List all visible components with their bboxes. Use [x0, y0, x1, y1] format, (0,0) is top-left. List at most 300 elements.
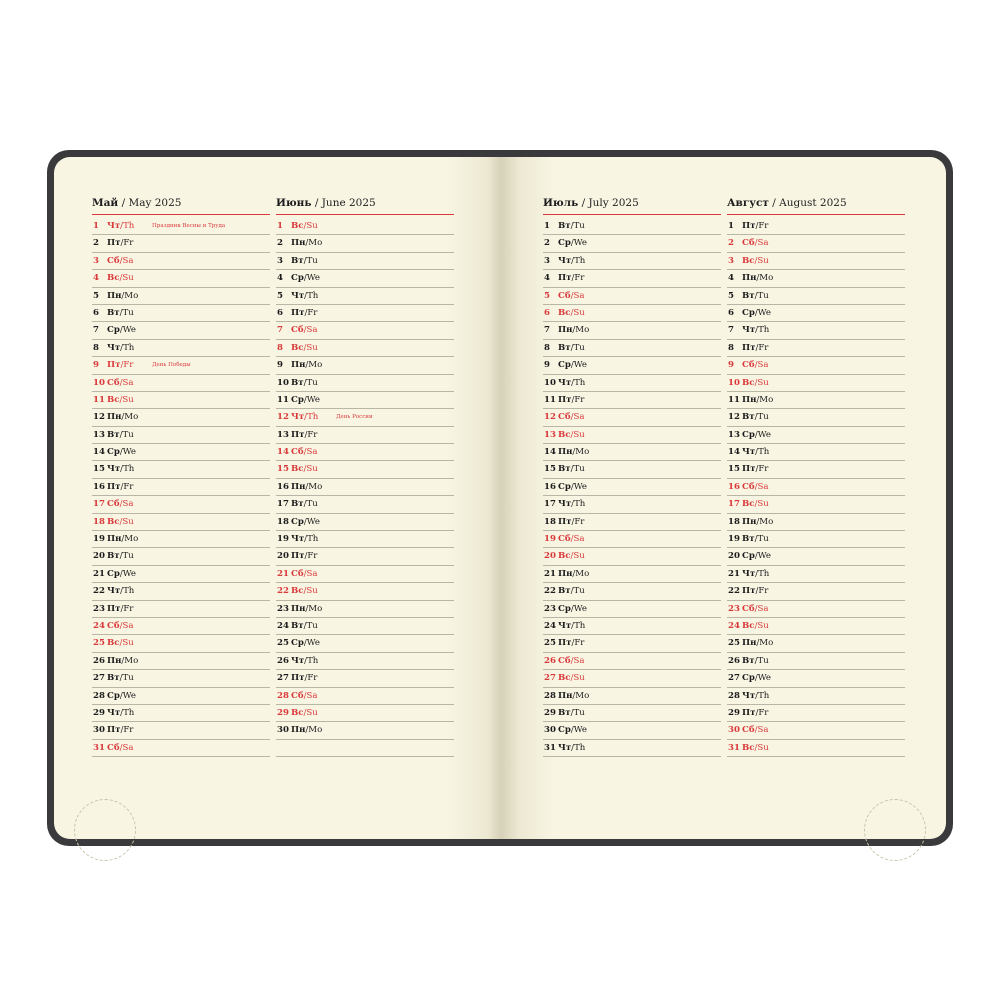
- day-number: 12: [93, 412, 105, 423]
- day-row: [543, 670, 721, 687]
- day-row: [92, 670, 270, 687]
- weekday-ru: Ср: [558, 603, 571, 614]
- day-row: [92, 479, 270, 496]
- weekday-en: /Mo: [121, 655, 139, 666]
- month-july: [543, 197, 721, 757]
- day-row: [727, 722, 905, 739]
- weekday-ru: Пн: [558, 568, 573, 579]
- month-august: [727, 197, 905, 757]
- weekday-en: /Su: [754, 255, 769, 266]
- weekday-en: /We: [570, 603, 587, 614]
- day-number: 22: [277, 586, 289, 597]
- weekday-en: /Su: [570, 307, 585, 318]
- day-number: 6: [544, 307, 550, 318]
- day-row: [727, 375, 905, 392]
- day-row: [92, 618, 270, 635]
- day-row: [92, 444, 270, 461]
- day-row: [276, 670, 454, 687]
- weekday-ru: Ср: [107, 568, 120, 579]
- day-row: [727, 235, 905, 252]
- weekday-en: /Tu: [119, 307, 134, 318]
- weekday-en: /Fr: [120, 238, 134, 249]
- day-number: 4: [277, 273, 283, 284]
- weekday-ru: Вт: [742, 290, 755, 301]
- day-row: [276, 601, 454, 618]
- day-number: 8: [277, 342, 283, 353]
- day-row: [543, 740, 721, 757]
- day-number: 25: [277, 638, 289, 649]
- day-row: [276, 322, 454, 339]
- empty-ruled-line: [276, 740, 454, 757]
- day-number: 1: [93, 221, 99, 231]
- weekday-en: /Su: [119, 394, 134, 405]
- weekday-ru: Чт: [291, 655, 305, 666]
- weekday-ru: Пн: [291, 360, 306, 371]
- day-number: 18: [277, 516, 289, 527]
- day-number: 3: [277, 255, 283, 266]
- day-number: 29: [93, 707, 105, 718]
- day-number: 20: [728, 551, 740, 562]
- day-row: [276, 444, 454, 461]
- day-number: 16: [277, 481, 289, 492]
- day-row: [727, 583, 905, 600]
- day-row: [543, 322, 721, 339]
- weekday-en: /Tu: [119, 551, 134, 562]
- weekday-ru: Пт: [558, 273, 572, 284]
- day-number: 13: [728, 429, 740, 440]
- weekday-ru: Вс: [107, 516, 120, 527]
- weekday-en: /Fr: [304, 307, 318, 318]
- weekday-ru: Пт: [742, 707, 756, 718]
- day-number: 31: [544, 742, 556, 753]
- weekday-en: /Tu: [754, 412, 769, 423]
- weekday-ru: Сб: [107, 742, 120, 753]
- weekday-ru: Сб: [107, 620, 120, 631]
- day-row: [92, 635, 270, 652]
- day-row: [276, 566, 454, 583]
- weekday-ru: Сб: [107, 499, 120, 510]
- weekday-ru: Вс: [742, 499, 755, 510]
- day-number: 29: [544, 707, 556, 718]
- month-header: [543, 197, 721, 215]
- weekday-en: /Mo: [572, 447, 590, 458]
- weekday-ru: Вт: [107, 429, 120, 440]
- day-row: [92, 722, 270, 739]
- weekday-en: /We: [754, 551, 771, 562]
- day-number: 22: [544, 586, 556, 597]
- weekday-ru: Ср: [742, 673, 755, 684]
- day-number: 31: [728, 742, 740, 753]
- weekday-en: /Th: [304, 655, 319, 666]
- weekday-ru: Вс: [291, 586, 304, 597]
- day-row: [276, 253, 454, 270]
- day-row: [543, 305, 721, 322]
- day-number: 26: [277, 655, 289, 666]
- day-row: [276, 235, 454, 252]
- day-row: [276, 496, 454, 513]
- weekday-ru: Вт: [291, 377, 304, 388]
- day-row: [543, 583, 721, 600]
- day-number: 7: [728, 325, 734, 336]
- weekday-en: /Tu: [754, 655, 769, 666]
- day-row: [543, 601, 721, 618]
- weekday-ru: Вт: [291, 499, 304, 510]
- weekday-ru: Пт: [558, 394, 572, 405]
- day-row: [92, 322, 270, 339]
- day-row: [727, 322, 905, 339]
- weekday-ru: Пт: [291, 307, 305, 318]
- weekday-ru: Чт: [291, 290, 305, 301]
- weekday-ru: Пн: [558, 447, 573, 458]
- weekday-ru: Вт: [107, 551, 120, 562]
- day-number: 26: [93, 655, 105, 666]
- weekday-en: /Th: [120, 342, 135, 353]
- weekday-ru: Пн: [558, 325, 573, 336]
- weekday-en: /Sa: [754, 603, 769, 614]
- day-number: 3: [544, 255, 550, 266]
- day-number: 18: [728, 516, 740, 527]
- weekday-ru: Пт: [558, 516, 572, 527]
- weekday-ru: Пн: [742, 394, 757, 405]
- weekday-ru: Пн: [107, 412, 122, 423]
- weekday-ru: Пт: [107, 238, 121, 249]
- weekday-en: /We: [119, 325, 136, 336]
- weekday-en: /Th: [755, 447, 770, 458]
- weekday-ru: Вт: [742, 655, 755, 666]
- month-name-ru: Май: [92, 197, 119, 209]
- day-row: [276, 461, 454, 478]
- day-row: [276, 653, 454, 670]
- day-row: [276, 427, 454, 444]
- month-name-ru: Июнь: [276, 197, 312, 209]
- corner-pocket-mark: [74, 799, 136, 861]
- weekday-en: /We: [754, 307, 771, 318]
- day-number: 27: [277, 673, 289, 684]
- weekday-en: /Su: [754, 620, 769, 631]
- weekday-en: /We: [754, 429, 771, 440]
- weekday-en: /We: [119, 447, 136, 458]
- month-name-en: / July 2025: [581, 197, 639, 209]
- day-number: 28: [544, 690, 556, 701]
- weekday-ru: Вт: [291, 255, 304, 266]
- day-number: 22: [728, 586, 740, 597]
- day-row: [276, 218, 454, 235]
- day-number: 29: [728, 707, 740, 718]
- month-header: [276, 197, 454, 215]
- day-number: 8: [544, 342, 550, 353]
- day-row: [543, 653, 721, 670]
- weekday-en: /Mo: [572, 690, 590, 701]
- weekday-en: /Sa: [570, 290, 585, 301]
- day-row: [92, 392, 270, 409]
- holiday-label: Праздник Весны и Труда: [152, 223, 226, 229]
- weekday-en: /We: [303, 638, 320, 649]
- day-row: [276, 305, 454, 322]
- day-number: 5: [93, 290, 99, 301]
- day-number: 16: [93, 481, 105, 492]
- day-number: 9: [544, 360, 550, 371]
- day-row: [276, 357, 454, 374]
- day-row: [276, 375, 454, 392]
- weekday-ru: Пт: [742, 586, 756, 597]
- weekday-en: /Fr: [755, 586, 769, 597]
- day-row: [92, 705, 270, 722]
- weekday-en: /Sa: [119, 620, 134, 631]
- weekday-ru: Вс: [742, 620, 755, 631]
- weekday-en: /Mo: [305, 360, 323, 371]
- weekday-ru: Сб: [291, 568, 304, 579]
- weekday-en: /Sa: [754, 238, 769, 249]
- day-number: 12: [277, 412, 289, 423]
- weekday-en: /We: [303, 394, 320, 405]
- weekday-ru: Ср: [558, 725, 571, 736]
- weekday-en: /Th: [571, 620, 586, 631]
- weekday-ru: Пн: [291, 238, 306, 249]
- weekday-ru: Пт: [558, 638, 572, 649]
- weekday-ru: Вт: [742, 412, 755, 423]
- weekday-en: /Fr: [755, 342, 769, 353]
- weekday-en: /Su: [570, 551, 585, 562]
- day-number: 28: [93, 690, 105, 701]
- day-number: 6: [728, 307, 734, 318]
- weekday-ru: Ср: [291, 394, 304, 405]
- weekday-ru: Вс: [558, 307, 571, 318]
- day-number: 10: [93, 377, 105, 388]
- month-header: [727, 197, 905, 215]
- holiday-label: День России: [336, 414, 373, 421]
- weekday-en: /Su: [570, 429, 585, 440]
- day-number: 20: [93, 551, 105, 562]
- day-number: 14: [728, 447, 740, 458]
- day-number: 26: [728, 655, 740, 666]
- weekday-en: /Mo: [572, 325, 590, 336]
- day-row: [543, 270, 721, 287]
- day-number: 21: [277, 568, 289, 579]
- day-number: 15: [277, 464, 289, 475]
- day-row: [543, 618, 721, 635]
- day-number: 6: [277, 307, 283, 318]
- day-number: 24: [277, 620, 289, 631]
- weekday-en: /Sa: [570, 655, 585, 666]
- weekday-en: /Th: [571, 499, 586, 510]
- day-number: 2: [544, 238, 550, 249]
- day-number: 3: [728, 255, 734, 266]
- day-row: [92, 375, 270, 392]
- weekday-en: /Th: [120, 221, 135, 231]
- day-number: 12: [544, 412, 556, 423]
- weekday-ru: Пн: [107, 290, 122, 301]
- day-number: 4: [544, 273, 550, 284]
- weekday-en: /Su: [754, 499, 769, 510]
- day-row: [543, 444, 721, 461]
- weekday-ru: Сб: [291, 447, 304, 458]
- weekday-en: /Su: [303, 464, 318, 475]
- weekday-ru: Чт: [558, 499, 572, 510]
- weekday-en: /Fr: [571, 394, 585, 405]
- day-row: [92, 531, 270, 548]
- day-row: [276, 270, 454, 287]
- month-june: [276, 197, 454, 757]
- weekday-ru: Вс: [291, 221, 304, 231]
- day-row: [92, 340, 270, 357]
- day-row: [727, 340, 905, 357]
- weekday-en: /Tu: [570, 221, 585, 231]
- weekday-en: /Su: [754, 377, 769, 388]
- day-number: 8: [93, 342, 99, 353]
- weekday-en: /Sa: [754, 481, 769, 492]
- day-number: 2: [277, 238, 283, 249]
- weekday-en: /Su: [570, 673, 585, 684]
- weekday-en: /Th: [755, 325, 770, 336]
- day-row: [727, 688, 905, 705]
- day-number: 17: [728, 499, 740, 510]
- day-number: 12: [728, 412, 740, 423]
- day-number: 17: [544, 499, 556, 510]
- day-number: 25: [728, 638, 740, 649]
- weekday-en: /Su: [303, 221, 318, 231]
- month-may: [92, 197, 270, 757]
- weekday-ru: Вс: [742, 255, 755, 266]
- day-number: 5: [544, 290, 550, 301]
- weekday-en: /Tu: [570, 464, 585, 475]
- weekday-ru: Чт: [107, 707, 121, 718]
- day-row: [92, 566, 270, 583]
- holiday-label: День Победы: [152, 362, 191, 369]
- weekday-en: /Sa: [119, 255, 134, 266]
- month-header: [92, 197, 270, 215]
- day-number: 18: [93, 516, 105, 527]
- day-row: [727, 427, 905, 444]
- day-list: [727, 218, 905, 757]
- day-number: 6: [93, 307, 99, 318]
- weekday-ru: Вт: [742, 534, 755, 545]
- weekday-ru: Вс: [107, 394, 120, 405]
- day-row: [543, 235, 721, 252]
- weekday-en: /Th: [304, 290, 319, 301]
- day-number: 17: [93, 499, 105, 510]
- day-row: [92, 427, 270, 444]
- weekday-en: /We: [570, 481, 587, 492]
- weekday-ru: Чт: [291, 534, 305, 545]
- weekday-ru: Сб: [742, 725, 755, 736]
- weekday-ru: Пн: [742, 638, 757, 649]
- month-name-ru: Июль: [543, 197, 579, 209]
- day-row: [276, 705, 454, 722]
- weekday-ru: Чт: [291, 412, 305, 423]
- weekday-en: /Tu: [303, 620, 318, 631]
- day-row: [543, 357, 721, 374]
- month-name-en: / May 2025: [121, 197, 182, 209]
- weekday-en: /We: [754, 673, 771, 684]
- day-row: [92, 653, 270, 670]
- weekday-en: /Th: [571, 255, 586, 266]
- weekday-ru: Вт: [558, 221, 571, 231]
- day-number: 9: [277, 360, 283, 371]
- weekday-ru: Ср: [558, 360, 571, 371]
- weekday-en: /Th: [304, 534, 319, 545]
- weekday-ru: Сб: [742, 481, 755, 492]
- weekday-en: /Sa: [119, 499, 134, 510]
- weekday-ru: Пн: [291, 603, 306, 614]
- day-row: [276, 479, 454, 496]
- day-row: [276, 392, 454, 409]
- day-number: 24: [544, 620, 556, 631]
- weekday-en: /Fr: [755, 707, 769, 718]
- weekday-ru: Вс: [558, 429, 571, 440]
- weekday-ru: Чт: [558, 742, 572, 753]
- day-number: 15: [93, 464, 105, 475]
- weekday-ru: Пн: [742, 516, 757, 527]
- weekday-en: /We: [570, 360, 587, 371]
- weekday-ru: Ср: [742, 307, 755, 318]
- weekday-en: /Tu: [754, 290, 769, 301]
- weekday-en: /Sa: [754, 360, 769, 371]
- day-row: [727, 635, 905, 652]
- weekday-ru: Пн: [742, 273, 757, 284]
- corner-pocket-mark: [864, 799, 926, 861]
- day-row: [727, 618, 905, 635]
- weekday-ru: Ср: [742, 429, 755, 440]
- day-row: [543, 514, 721, 531]
- weekday-ru: Ср: [742, 551, 755, 562]
- day-row: [276, 514, 454, 531]
- weekday-ru: Пт: [742, 464, 756, 475]
- weekday-ru: Сб: [291, 325, 304, 336]
- day-row: [92, 514, 270, 531]
- weekday-ru: Сб: [558, 534, 571, 545]
- day-number: 23: [93, 603, 105, 614]
- day-number: 4: [93, 273, 99, 284]
- day-row: [727, 740, 905, 757]
- weekday-en: /Fr: [571, 273, 585, 284]
- weekday-en: /Fr: [304, 551, 318, 562]
- weekday-en: /Fr: [304, 429, 318, 440]
- weekday-ru: Сб: [291, 690, 304, 701]
- weekday-ru: Вт: [558, 464, 571, 475]
- day-number: 27: [544, 673, 556, 684]
- weekday-en: /Su: [754, 742, 769, 753]
- day-number: 13: [277, 429, 289, 440]
- weekday-en: /Mo: [305, 603, 323, 614]
- weekday-en: /Tu: [570, 342, 585, 353]
- weekday-en: /Mo: [756, 516, 774, 527]
- weekday-en: /Fr: [304, 673, 318, 684]
- day-number: 13: [93, 429, 105, 440]
- weekday-en: /Fr: [755, 221, 769, 231]
- day-number: 19: [544, 534, 556, 545]
- day-number: 21: [93, 568, 105, 579]
- day-row: [727, 496, 905, 513]
- weekday-en: /Sa: [303, 690, 318, 701]
- day-row: [727, 514, 905, 531]
- day-row: [727, 409, 905, 426]
- day-number: 19: [728, 534, 740, 545]
- weekday-en: /Su: [303, 342, 318, 353]
- day-number: 18: [544, 516, 556, 527]
- day-row: [276, 288, 454, 305]
- day-row: [727, 653, 905, 670]
- day-row: [92, 305, 270, 322]
- day-row: [92, 583, 270, 600]
- weekday-ru: Чт: [742, 325, 756, 336]
- weekday-en: /Fr: [120, 360, 134, 371]
- weekday-en: /Tu: [119, 673, 134, 684]
- weekday-ru: Ср: [291, 516, 304, 527]
- day-row: [543, 392, 721, 409]
- day-number: 1: [728, 221, 734, 231]
- day-number: 8: [728, 342, 734, 353]
- day-number: 2: [93, 238, 99, 249]
